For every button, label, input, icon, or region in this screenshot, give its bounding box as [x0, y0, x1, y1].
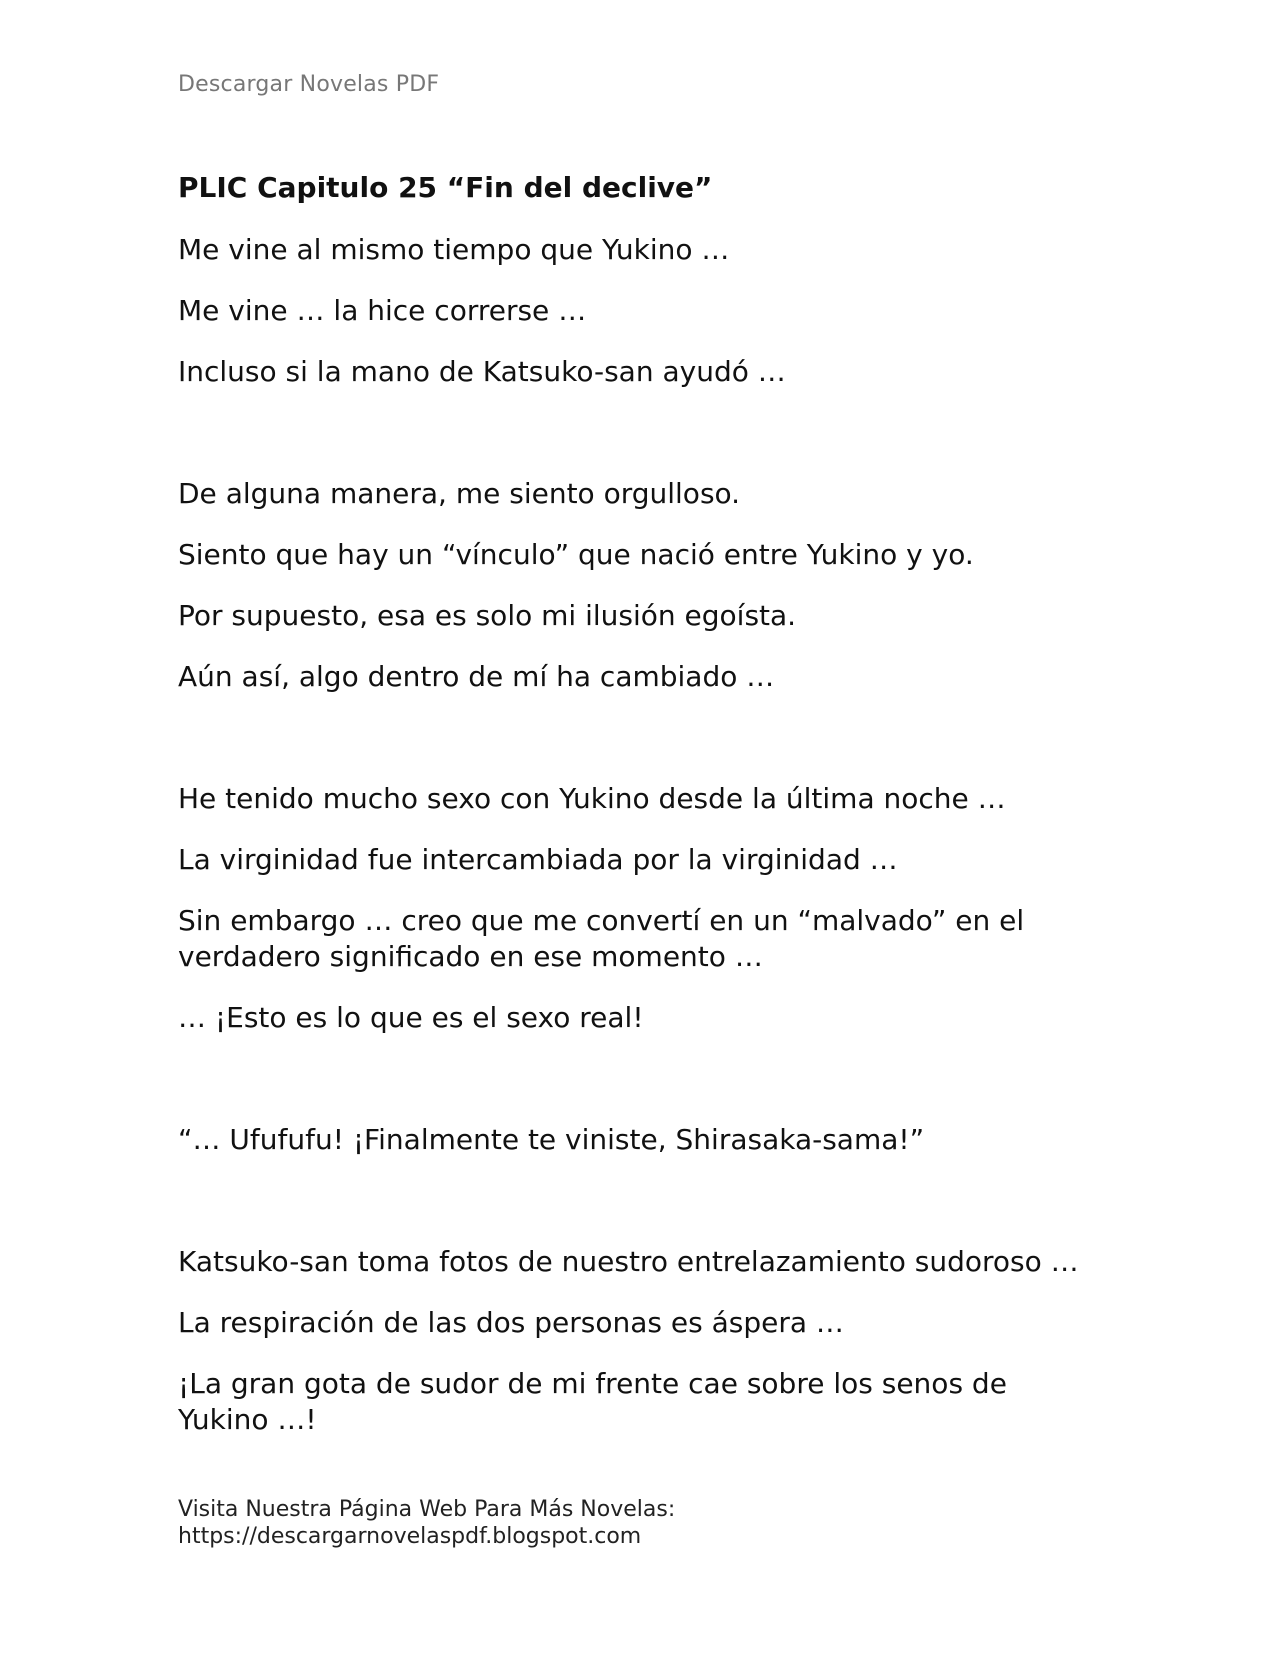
paragraph: La virginidad fue intercambiada por la virginidad …: [178, 843, 898, 876]
site-footer: [178, 1496, 675, 1550]
footer-url: https://descargarnovelaspdf.blogspot.com: [178, 1524, 642, 1549]
paragraph: Me vine … la hice correrse …: [178, 294, 587, 327]
scene-break: [178, 720, 1098, 781]
paragraph: “… Ufufufu! ¡Finalmente te viniste, Shirasaka-sama!”: [178, 1123, 925, 1156]
paragraph: Me vine al mismo tiempo que Yukino …: [178, 233, 730, 266]
paragraph: De alguna manera, me siento orgulloso.: [178, 477, 741, 510]
paragraph: Incluso si la mano de Katsuko-san ayudó …: [178, 355, 786, 388]
paragraph: Siento que hay un “vínculo” que nació entre Yukino y yo.: [178, 538, 974, 571]
paragraph: Por supuesto, esa es solo mi ilusión egoísta.: [178, 599, 797, 632]
paragraph: He tenido mucho sexo con Yukino desde la última noche …: [178, 782, 1006, 815]
paragraph: Katsuko-san toma fotos de nuestro entrelazamiento sudoroso …: [178, 1245, 1079, 1278]
scene-break: [178, 415, 1098, 476]
scene-break: [178, 1183, 1098, 1244]
chapter-content: [178, 170, 1098, 1463]
paragraph: Sin embargo … creo que me convertí en un “malvado” en el verdadero significado en ese momento …: [178, 904, 1025, 973]
scene-break: [178, 1061, 1098, 1122]
paragraph: ¡La gran gota de sudor de mi frente cae sobre los senos de Yukino …!: [178, 1367, 1007, 1436]
paragraph: Aún así, algo dentro de mí ha cambiado …: [178, 660, 775, 693]
chapter-title: PLIC Capitulo 25 “Fin del declive”: [178, 171, 713, 204]
site-header: Descargar Novelas PDF: [178, 72, 440, 97]
paragraph: … ¡Esto es lo que es el sexo real!: [178, 1001, 644, 1034]
footer-promo-text: Visita Nuestra Página Web Para Más Novelas:: [178, 1497, 676, 1522]
paragraph: La respiración de las dos personas es áspera …: [178, 1306, 844, 1339]
